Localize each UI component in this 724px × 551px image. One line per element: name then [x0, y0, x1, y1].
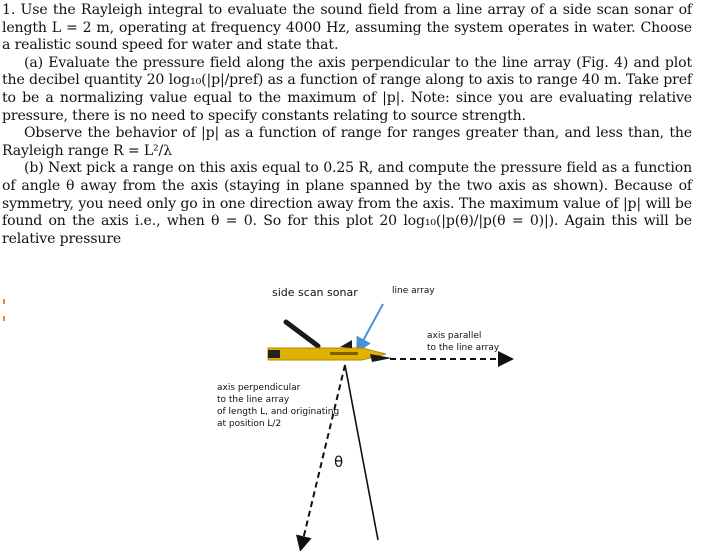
- side-scan-sonar-label: side scan sonar: [272, 286, 358, 299]
- tow-cable: [286, 322, 318, 346]
- theta-label: θ: [334, 453, 344, 471]
- sonar-array-strip: [330, 352, 358, 355]
- axis-perp-label-line3: of length L, and originating: [217, 407, 340, 417]
- line-array-pointer-arrow: [358, 304, 383, 350]
- sonar-towfish: [268, 322, 392, 362]
- problem-part-b: (b) Next pick a range on this axis equal to 0.25 R, and compute the pressure field as a function of angle θ away from the axis (staying in plane spanned by the two axis as shown). Because of symmetry, you need only go in one direction away from the axis. The maximum value of |p| will be found on the axis i.e., when θ = 0. So for this plot 20 log₁₀(|p(θ)/|p(θ = 0)|). Again this will be relative pressure: [2, 160, 692, 247]
- figure-4: [0, 270, 724, 551]
- problem-part-a: (a) Evaluate the pressure field along the axis perpendicular to the line array (Fig. 4) and plot the decibel quantity 20 log₁₀(|p|/pref) as a function of range along to axis to range 40 m. Take pref to be a normalizing value equal to the maximum of |p|. Note: since you are evaluating relative pressure, there is no need to specify constants relating to source strength.: [2, 54, 692, 124]
- sonar-fin: [340, 340, 352, 348]
- axis-perp-label-line4: at position L/2: [217, 419, 282, 429]
- problem-observe: Observe the behavior of |p| as a function of range for ranges greater than, and less than, the Rayleigh range R = L²/λ: [2, 125, 692, 159]
- sonar-nose: [268, 350, 280, 358]
- axis-perp-label-line1: axis perpendicular: [217, 383, 301, 393]
- problem-text: [2, 2, 692, 248]
- sonar-body: [268, 348, 386, 360]
- problem-intro: 1. Use the Rayleigh integral to evaluate the sound field from a line array of a side scan sonar of length L = 2 m, operating at frequency 4000 Hz, assuming the system operates in water. Choose a realistic sound speed for water and state that.: [2, 2, 692, 54]
- theta-ray: [345, 365, 378, 540]
- axis-parallel-label-line1: axis parallel: [427, 331, 482, 341]
- axis-parallel-label-line2: to the line array: [427, 343, 500, 353]
- axis-perp-label-line2: to the line array: [217, 395, 290, 405]
- line-array-label: line array: [392, 286, 435, 296]
